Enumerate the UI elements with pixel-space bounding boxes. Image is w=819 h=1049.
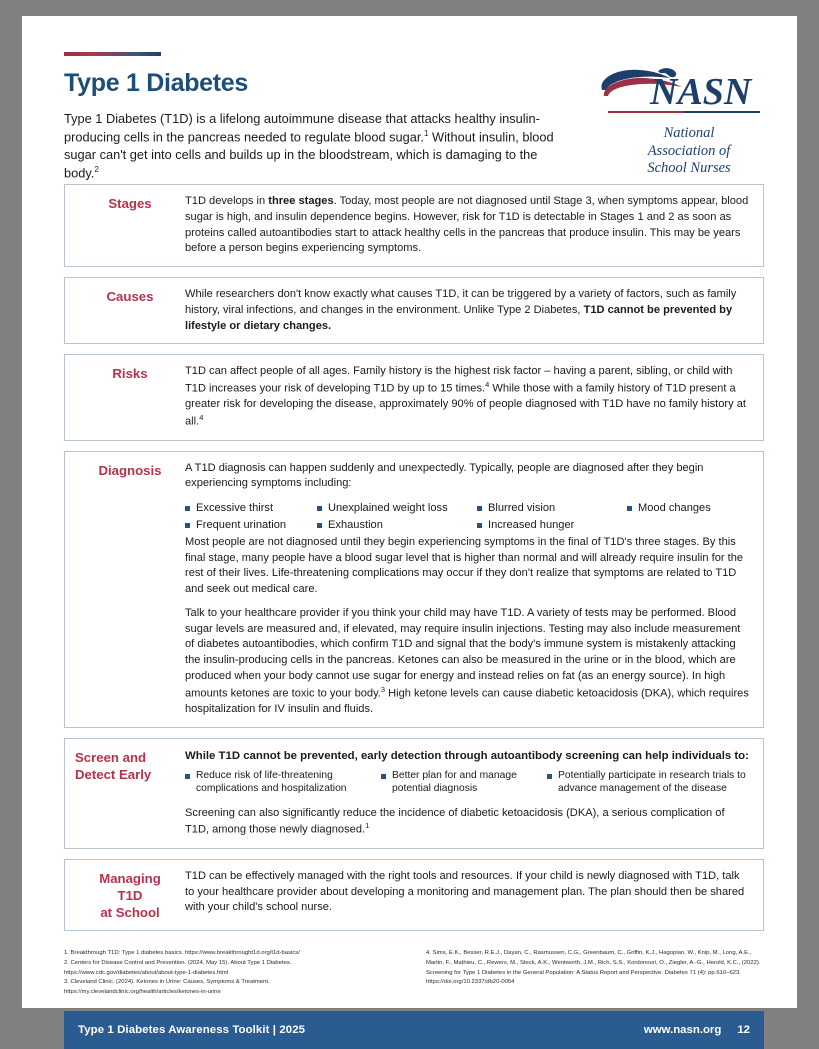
intro-text-part1: Type 1 Diabetes (T1D) is a lifelong autoimmune disease that attacks healthy insulin-producing cells in the pancreas needed to regulate blood sugar. bbox=[64, 110, 540, 144]
document-page bbox=[22, 16, 797, 1037]
screen-footnote-1: 1 bbox=[365, 821, 370, 831]
intro-footnote-1: 1 bbox=[424, 128, 429, 138]
symptom-label: Blurred vision bbox=[488, 502, 556, 515]
risks-footnote-2: 4 bbox=[199, 413, 204, 423]
risks-text-a: T1D can affect people of all ages. Family history is the highest risk factor – having a parent, sibling, or child with T1D increases your risk of developing T1D by up to 15 times. bbox=[185, 365, 733, 395]
section-body-managing-t1d-at-school bbox=[185, 869, 751, 921]
section-label-causes: Causes bbox=[106, 289, 154, 304]
list-item bbox=[547, 769, 751, 796]
square-bullet-icon bbox=[477, 523, 482, 528]
section-diagnosis bbox=[64, 451, 764, 728]
logo-line-school-nurses: School Nurses bbox=[647, 160, 731, 177]
stages-text-bold: three stages bbox=[268, 195, 334, 207]
square-bullet-icon bbox=[185, 774, 190, 779]
list-item bbox=[627, 501, 751, 516]
risks-footnote-1: 4 bbox=[485, 380, 490, 389]
logo-line-national: National bbox=[663, 125, 715, 141]
symptom-label: Frequent urination bbox=[196, 518, 287, 531]
logo-line-association: Association of bbox=[647, 142, 731, 159]
causes-text-bold: T1D cannot be prevented by lifestyle or dietary changes. bbox=[185, 303, 733, 332]
page-footer-bar bbox=[64, 1011, 764, 1049]
list-item bbox=[477, 518, 627, 533]
benefit-label: Better plan for and manage potential diagnosis bbox=[392, 769, 517, 795]
managing-label-line3: at School bbox=[100, 905, 160, 921]
list-item-empty bbox=[627, 518, 751, 533]
section-causes bbox=[64, 277, 764, 344]
managing-label-line1: Managing bbox=[99, 870, 161, 886]
nasn-logo bbox=[592, 60, 764, 178]
square-bullet-icon bbox=[317, 506, 322, 511]
section-body-risks bbox=[185, 364, 751, 430]
footer-right-group bbox=[644, 1024, 750, 1036]
page-title: Type 1 Diabetes bbox=[64, 69, 249, 97]
section-body-screen-detect-early bbox=[185, 748, 751, 839]
symptom-label: Exhaustion bbox=[328, 518, 383, 531]
footer-page-number: 12 bbox=[737, 1024, 750, 1037]
nasn-logo-mark bbox=[592, 60, 764, 122]
diagnosis-paragraph-3a: Talk to your healthcare provider if you think your child may have T1D. A variety of tests may be performed. Blood sugar levels are measured and, if elevated, may require insulin injections. Testing may also include measurement of diabetes autoantibodies, which confirm T1D and signal that the body's immune system is mistakenly attacking the insulin-producing cells in the pancreas. Ketones can also be measured in the urine or in the blood, which are produced when your body cannot use sugar for energy and instead relies on fat (as an energy source). In high amounts ketones are toxic to your body. bbox=[185, 606, 741, 700]
intro-paragraph bbox=[64, 110, 569, 183]
section-label-risks: Risks bbox=[112, 366, 148, 382]
symptom-label: Unexplained weight loss bbox=[328, 502, 448, 515]
section-screen-detect-early bbox=[64, 738, 764, 849]
square-bullet-icon bbox=[185, 523, 190, 528]
footer-toolkit-label: Type 1 Diabetes Awareness Toolkit | 2025 bbox=[78, 1024, 306, 1037]
svg-text:NASN: NASN bbox=[650, 71, 752, 113]
square-bullet-icon bbox=[547, 774, 552, 779]
references-column-right bbox=[426, 949, 764, 997]
section-label-stages: Stages bbox=[108, 196, 152, 211]
list-item bbox=[317, 518, 477, 533]
square-bullet-icon bbox=[627, 506, 632, 511]
diagnosis-footnote-3: 3 bbox=[380, 684, 386, 694]
list-item bbox=[185, 501, 317, 516]
square-bullet-icon bbox=[185, 506, 190, 511]
footer-website-link[interactable]: www.nasn.org bbox=[643, 1024, 722, 1037]
section-stages bbox=[64, 184, 764, 267]
list-item bbox=[317, 501, 477, 516]
header-accent-rule bbox=[64, 52, 161, 56]
reference-item: 1. Breakthrough T1D: Type 1 diabetes basics. https://www.breakthrought1d.org/t1d-basics/ bbox=[64, 950, 300, 957]
section-label-managing-t1d-at-school bbox=[75, 869, 185, 921]
screen-closing-text: Screening can also significantly reduce the incidence of diabetic ketoacidosis (DKA), a serious complication of T1D, among those newly diagnosed. bbox=[185, 806, 725, 837]
reference-item: 2. Centers for Disease Control and Prevention. (2024, May 15). About Type 1 Diabetes. https://www.cdc.gov/diabetes/about/about-type-1-diabetes.html bbox=[64, 959, 292, 976]
square-bullet-icon bbox=[317, 523, 322, 528]
section-managing-t1d-at-school bbox=[64, 859, 764, 931]
stages-text-b: . Today, most people are not diagnosed until Stage 3, when symptoms appear, blood sugar is high, and insulin dependence begins. However, risk for T1D is detectable in Stages 1 and 2 as soon as proteins called autoantibodies start to attack healthy cells in the pancreas that produce insulin. This may be years before a person begins experiencing symptoms. bbox=[185, 195, 749, 255]
reference-item: 3. Cleveland Clinic. (2024). Ketones in Urine: Causes, Symptoms & Treatment. https://my.clevelandclinic.org/health/articles/ketones-in-urine bbox=[64, 979, 270, 995]
intro-text-part2: Without insulin, blood sugar can't get into cells and builds up in the bloodstream, which is damaging to the body. bbox=[64, 128, 554, 181]
square-bullet-icon bbox=[477, 506, 482, 511]
symptom-label: Increased hunger bbox=[488, 518, 575, 531]
screen-label-line2: Detect Early bbox=[75, 766, 152, 782]
diagnosis-paragraph-3b: High ketone levels can cause diabetic ketoacidosis (DKA), which requires hospitalization for IV insulin and fluids. bbox=[185, 687, 749, 716]
causes-text-a: While researchers don't know exactly what causes T1D, it can be triggered by a variety of factors, such as family history, viral infections, and changes in the environment. Unlike Type 2 Diabetes, bbox=[185, 288, 737, 316]
diagnosis-intro: A T1D diagnosis can happen suddenly and unexpectedly. Typically, people are diagnosed after they begin experiencing symptoms including: bbox=[185, 461, 704, 490]
references-block bbox=[64, 945, 764, 997]
page-content bbox=[64, 52, 764, 1049]
list-item bbox=[185, 518, 317, 533]
section-body-stages bbox=[185, 194, 751, 257]
section-body-diagnosis bbox=[185, 461, 751, 718]
intro-footnote-2: 2 bbox=[94, 165, 99, 175]
symptom-label: Excessive thirst bbox=[196, 502, 274, 515]
risks-text-b: While those with a family history of T1D present a greater risk for developing the disease, approximately 90% of people diagnosed with T1D have no family history at all. bbox=[185, 382, 746, 428]
list-item bbox=[185, 769, 375, 796]
references-column-left bbox=[64, 949, 402, 997]
section-body-causes bbox=[185, 287, 751, 334]
managing-text: T1D can be effectively managed with the right tools and resources. If your child is newly diagnosed with T1D, talk to your healthcare provider about developing a monitoring and management plan. The plan should then be shared with your child's school nurse. bbox=[185, 869, 745, 914]
section-label-screen-detect-early bbox=[75, 748, 185, 839]
square-bullet-icon bbox=[381, 774, 386, 779]
symptoms-list bbox=[185, 501, 751, 533]
screen-lead-text: While T1D cannot be prevented, early detection through autoantibody screening can help individuals to: bbox=[185, 749, 749, 762]
list-item bbox=[381, 769, 541, 796]
managing-label-line2: T1D bbox=[117, 888, 143, 904]
diagnosis-paragraph-2: Most people are not diagnosed until they begin experiencing symptoms in the final of T1D's three stages. By this final stage, many people have a blood sugar level that is higher than normal and will already require insulin for the rest of their lives. Life-threatening complications may occur if they don't realize that symptoms are related to T1D and seek out medical care. bbox=[185, 535, 744, 596]
nasn-logo-subtitle bbox=[592, 125, 764, 178]
stages-text-a: T1D develops in bbox=[185, 195, 269, 207]
reference-item: 4. Sims, E.K., Besser, R.E.J., Dayan, C., Rasmussen, C.G., Greenbaum, C., Griffin, K.J., Hagopian, W., Knip, M., Long, A.E., Martin, F., Mathieu, C., Rewers, M., Steck, A.K., Wentworth, J.M., Rich, S.S., Kordonouri, O., Ziegler, A.-G., Herold, K.C., (2022). Screening for Type 1 Diabetes in the General Population: A Status Report and Perspective. Diabetes 71 (4): pp.610–623. https://doi.org/10.2337/db20-0054 bbox=[426, 950, 761, 986]
section-risks bbox=[64, 354, 764, 440]
screen-benefits-list bbox=[185, 769, 751, 796]
screen-label-line1: Screen and bbox=[75, 749, 147, 765]
benefit-label: Reduce risk of life-threatening complications and hospitalization bbox=[196, 769, 347, 795]
list-item bbox=[477, 501, 627, 516]
page-header bbox=[64, 52, 764, 184]
section-label-diagnosis: Diagnosis bbox=[98, 462, 162, 478]
symptom-label: Mood changes bbox=[638, 502, 711, 515]
benefit-label: Potentially participate in research trials to advance management of the disease bbox=[558, 769, 746, 795]
